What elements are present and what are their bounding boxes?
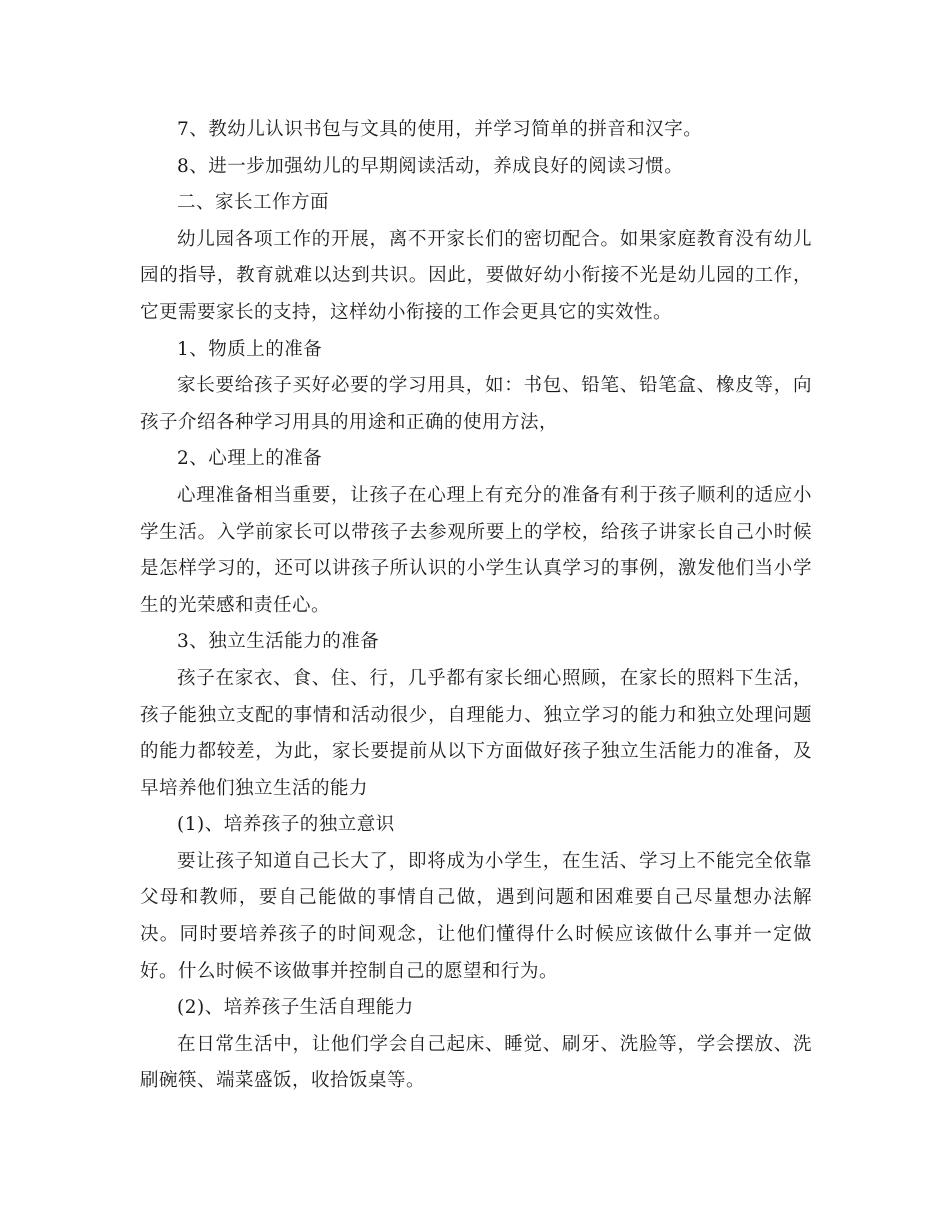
- paragraph-independent-living: 孩子在家衣、食、住、行，几乎都有家长细心照顾，在家长的照料下生活，孩子能独立支配的事情和活动很少，自理能力、独立学习的能力和独立处理问题的能力都较差，为此，家长要提前从以下方面做好孩子独立生活能力的准备，及早培养他们独立生活的能力: [140, 667, 812, 799]
- subheading-independent-living: 3、独立生活能力的准备: [177, 631, 380, 653]
- section-heading-parent-work: 二、家长工作方面: [177, 192, 330, 214]
- paragraph-psychological-preparation: 心理准备相当重要，让孩子在心理上有充分的准备有利于孩子顺利的适应小学生活。入学前家长可以带孩子去参观所要上的学校，给孩子讲家长自己小时候是怎样学习的，还可以讲孩子所认识的小学生认真学习的事例，激发他们当小学生的光荣感和责任心。: [140, 484, 812, 616]
- paragraph-parent-cooperation: 幼儿园各项工作的开展，离不开家长们的密切配合。如果家庭教育没有幼儿园的指导，教育就难以达到共识。因此，要做好幼小衔接不光是幼儿园的工作，它更需要家长的支持，这样幼小衔接的工作会更具它的实效性。: [140, 228, 812, 323]
- subheading-psychological-preparation: 2、心理上的准备: [177, 448, 323, 470]
- list-item-7: 7、教幼儿认识书包与文具的使用，并学习简单的拼音和汉字。: [177, 119, 703, 140]
- document-body: [140, 112, 812, 1100]
- list-item-8: 8、进一步加强幼儿的早期阅读活动，养成良好的阅读习惯。: [177, 155, 684, 177]
- subheading-material-preparation: 1、物质上的准备: [177, 338, 323, 360]
- subheading-independence-awareness: (1)、培养孩子的独立意识: [177, 814, 395, 836]
- subheading-self-care: (2)、培养孩子生活自理能力: [177, 997, 414, 1019]
- paragraph-independence-awareness: 要让孩子知道自己长大了，即将成为小学生，在生活、学习上不能完全依靠父母和教师，要自己能做的事情自己做，遇到问题和困难要自己尽量想办法解决。同时要培养孩子的时间观念，让他们懂得什么时候应该做什么事并一定做好。什么时候不该做事并控制自己的愿望和行为。: [140, 850, 812, 982]
- paragraph-self-care: 在日常生活中，让他们学会自己起床、睡觉、刷牙、洗脸等，学会摆放、洗刷碗筷、端菜盛饭，收拾饭桌等。: [140, 1033, 812, 1092]
- paragraph-material-preparation: 家长要给孩子买好必要的学习用具，如：书包、铅笔、铅笔盒、橡皮等，向孩子介绍各种学习用具的用途和正确的使用方法，: [140, 375, 812, 433]
